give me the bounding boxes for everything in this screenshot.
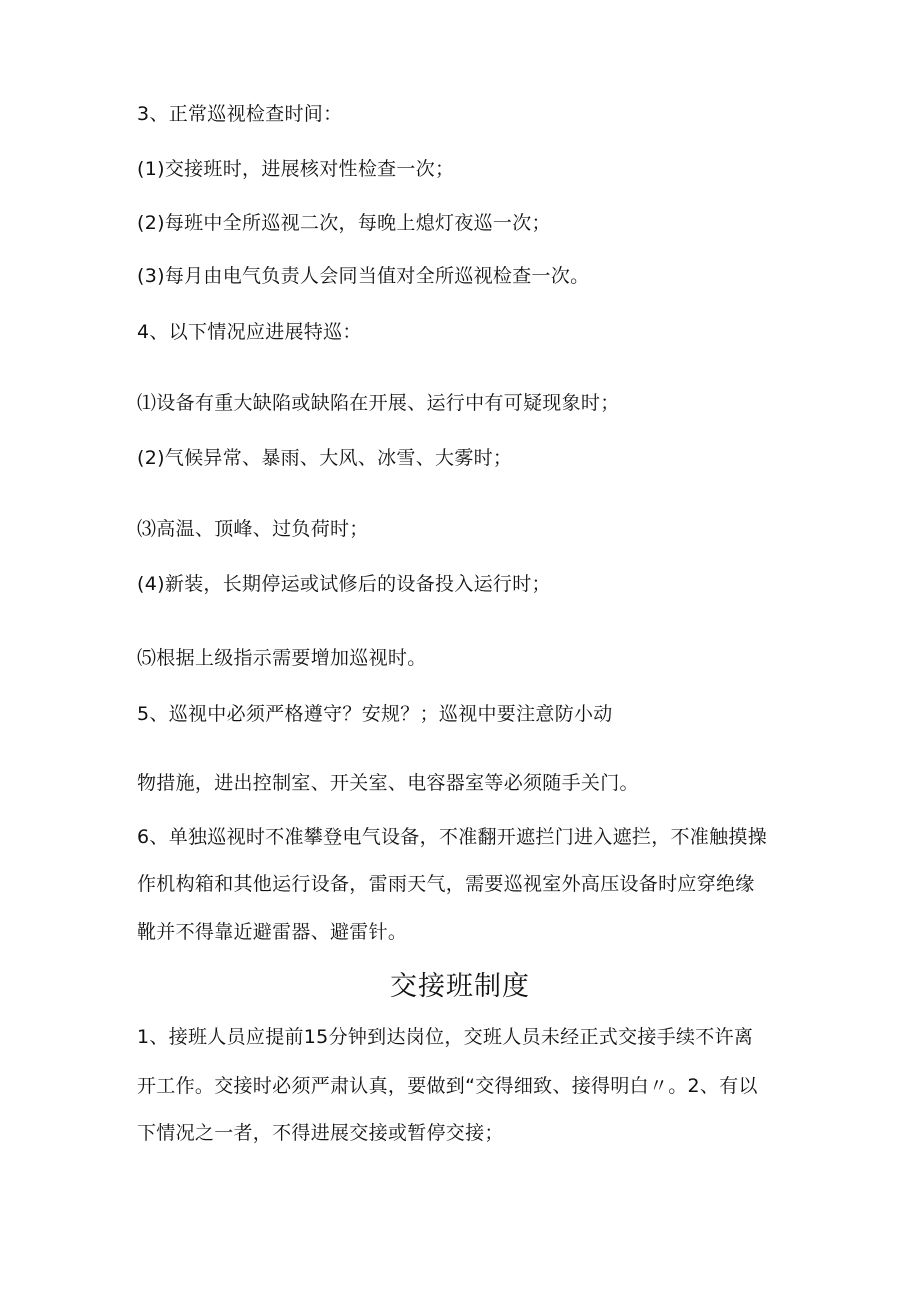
list-item-special-4: (4)新装，长期停运或试修后的设备投入运行时； <box>137 573 551 595</box>
list-item-special-2: (2)气候异常、暴雨、大风、冰雪、大雾时； <box>137 447 513 469</box>
list-item-1: (1)交接班时，进展核对性检查一次； <box>137 158 455 180</box>
handover-line-3: 下情况之一者，不得进展交接或暂停交接； <box>137 1122 504 1144</box>
list-item-2: (2)每班中全所巡视二次，每晚上熄灯夜巡一次； <box>137 212 551 234</box>
list-item-special-3: ⑶高温、顶峰、过负荷时； <box>137 518 369 540</box>
section-title: 交接班制度 <box>390 971 530 1002</box>
paragraph-6-line-2: 作机构箱和其他运行设备，雷雨天气，需要巡视室外高压设备时应穿绝缘 <box>137 873 755 895</box>
paragraph-6-line-3: 靴并不得靠近避雷器、避雷针。 <box>137 921 408 943</box>
heading-patrol-time: 3、正常巡视检查时间： <box>137 103 343 125</box>
list-item-3: (3)每月由电气负责人会同当值对全所巡视检查一次。 <box>137 265 590 287</box>
handover-line-2: 开工作。交接时必须严肃认真，要做到“交得细致、接得明白〃。2、有以 <box>137 1075 758 1097</box>
list-item-special-1: ⑴设备有重大缺陷或缺陷在开展、运行中有可疑现象时； <box>137 392 620 414</box>
heading-special-patrol: 4、以下情况应进展特巡： <box>137 321 362 343</box>
list-item-special-5: ⑸根据上级指示需要增加巡视时。 <box>137 647 427 669</box>
paragraph-5-line-2: 物措施，进出控制室、开关室、电容器室等必须随手关门。 <box>137 772 639 794</box>
paragraph-5-line-1: 5、巡视中必须严格遵守？安规？；巡视中要注意防小动 <box>137 703 613 725</box>
handover-line-1: 1、接班人员应提前15分钟到达岗位，交班人员未经正式交接手续不许离 <box>137 1026 754 1048</box>
paragraph-6-line-1: 6、单独巡视时不准攀登电气设备，不准翻开遮拦门进入遮拦，不准触摸操 <box>137 826 767 848</box>
